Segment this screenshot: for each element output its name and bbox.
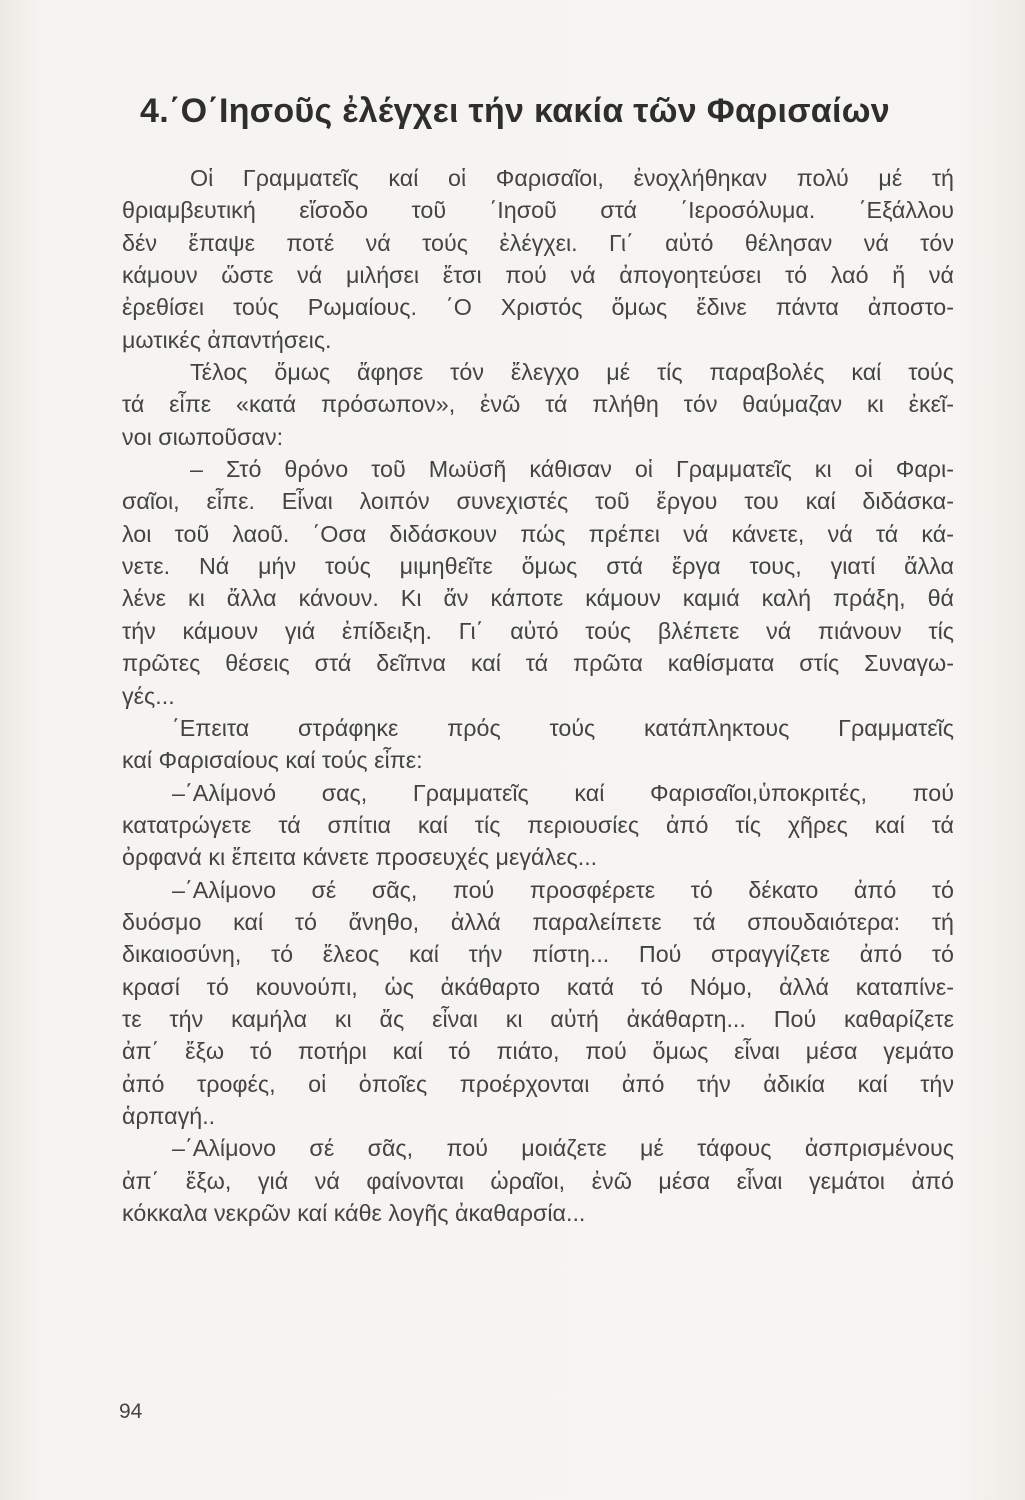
text-line: – Στό θρόνο τοῦ Μωϋσῆ κάθισαν οἱ Γραμματεῖς κι οἱ Φαρι- — [190, 456, 954, 483]
text-line: δέν ἔπαψε ποτέ νά τούς ἐλέγχει. Γι΄ αὐτό θέλησαν νά τόν — [122, 229, 954, 256]
text-line: κάμουν ὥστε νά μιλήσει ἔτσι πού νά ἀπογοητεύσει τό λαό ἤ νά — [122, 262, 954, 289]
text-line: πρῶτες θέσεις στά δεῖπνα καί τά πρῶτα καθίσματα στίς Συναγω- — [122, 650, 954, 677]
page-number: 94 — [119, 1400, 143, 1423]
body-text — [122, 162, 954, 1229]
text-line: λοι τοῦ λαοῦ. ΄Οσα διδάσκουν πώς πρέπει νά κάνετε, νά τά κά- — [122, 520, 954, 547]
text-line: ἀπ΄ ἔξω, γιά νά φαίνονται ὡραῖοι, ἐνῶ μέσα εἶναι γεμάτοι ἀπό — [122, 1167, 954, 1194]
text-line: –΄Αλίμονο σέ σᾶς, πού μοιάζετε μέ τάφους ἀσπρισμένους — [172, 1135, 954, 1162]
text-line: κατατρώγετε τά σπίτια καί τίς περιουσίες ἀπό τίς χῆρες καί τά — [122, 811, 954, 838]
text-line: τε τήν καμήλα κι ἄς εἶναι κι αὐτή ἀκάθαρτη... Πού καθαρίζετε — [122, 1005, 954, 1032]
text-line: λένε κι ἄλλα κάνουν. Κι ἄν κάποτε κάμουν καμιά καλή πράξη, θά — [122, 585, 954, 612]
text-line: ΄Επειτα στράφηκε πρός τούς κατάπληκτους Γραμματεῖς — [172, 714, 954, 741]
text-line: σαῖοι, εἶπε. Εἶναι λοιπόν συνεχιστές τοῦ ἔργου του καί διδάσκα- — [122, 488, 954, 515]
text-line: τά εἶπε «κατά πρόσωπον», ἐνῶ τά πλήθη τόν θαύμαζαν κι ἐκεῖ- — [122, 391, 954, 418]
text-line: Οἱ Γραμματεῖς καί οἱ Φαρισαῖοι, ἐνοχλήθηκαν πολύ μέ τή — [190, 165, 954, 191]
text-line: νετε. Νά μήν τούς μιμηθεῖτε ὅμως στά ἔργα τους, γιατί ἄλλα — [122, 553, 954, 580]
text-line: ἁρπαγή.. — [122, 1102, 216, 1129]
text-line: Τέλος ὅμως ἄφησε τόν ἔλεγχο μέ τίς παραβολές καί τούς — [190, 359, 954, 386]
text-line: δικαιοσύνη, τό ἔλεος καί τήν πίστη... Πού στραγγίζετε ἀπό τό — [122, 941, 954, 968]
text-line: –΄Αλίμονο σέ σᾶς, πού προσφέρετε τό δέκατο ἀπό τό — [172, 876, 954, 903]
text-line: δυόσμο καί τό ἄνηθο, ἀλλά παραλείπετε τά σπουδαιότερα: τή — [122, 908, 954, 935]
text-line: γές... — [122, 682, 175, 709]
text-line: ἀπό τροφές, οἱ ὁποῖες προέρχονται ἀπό τήν ἀδικία καί τήν — [122, 1070, 954, 1097]
text-line: καί Φαρισαίους καί τούς εἶπε: — [122, 747, 423, 774]
text-line: ἐρεθίσει τούς Ρωμαίους. ΄Ο Χριστός ὅμως ἔδινε πάντα ἀποστο- — [122, 294, 954, 321]
text-line: κρασί τό κουνούπι, ὡς ἀκάθαρτο κατά τό Νόμο, ἀλλά καταπίνε- — [122, 973, 954, 1000]
text-line: ἀπ΄ ἔξω τό ποτήρι καί τό πιάτο, πού ὅμως εἶναι μέσα γεμάτο — [122, 1038, 954, 1065]
text-line: μωτικές ἀπαντήσεις. — [122, 326, 332, 353]
text-line: τήν κάμουν γιά ἐπίδειξη. Γι΄ αὐτό τούς βλέπετε νά πιάνουν τίς — [122, 617, 954, 644]
chapter-title: 4.΄Ο΄Ιησοῦς ἐλέγχει τήν κακία τῶν Φαρισαίων — [140, 92, 890, 130]
text-line: νοι σιωποῦσαν: — [122, 423, 284, 450]
text-line: κόκκαλα νεκρῶν καί κάθε λογῆς ἀκαθαρσία... — [122, 1200, 586, 1226]
text-line: ὀρφανά κι ἔπειτα κάνετε προσευχές μεγάλες... — [122, 844, 598, 871]
text-line: θριαμβευτική εἴσοδο τοῦ ΄Ιησοῦ στά ΄Ιεροσόλυμα. ΄Εξάλλου — [122, 197, 954, 224]
text-line: –΄Αλίμονό σας, Γραμματεῖς καί Φαρισαῖοι,ὑποκριτές, πού — [172, 779, 954, 806]
